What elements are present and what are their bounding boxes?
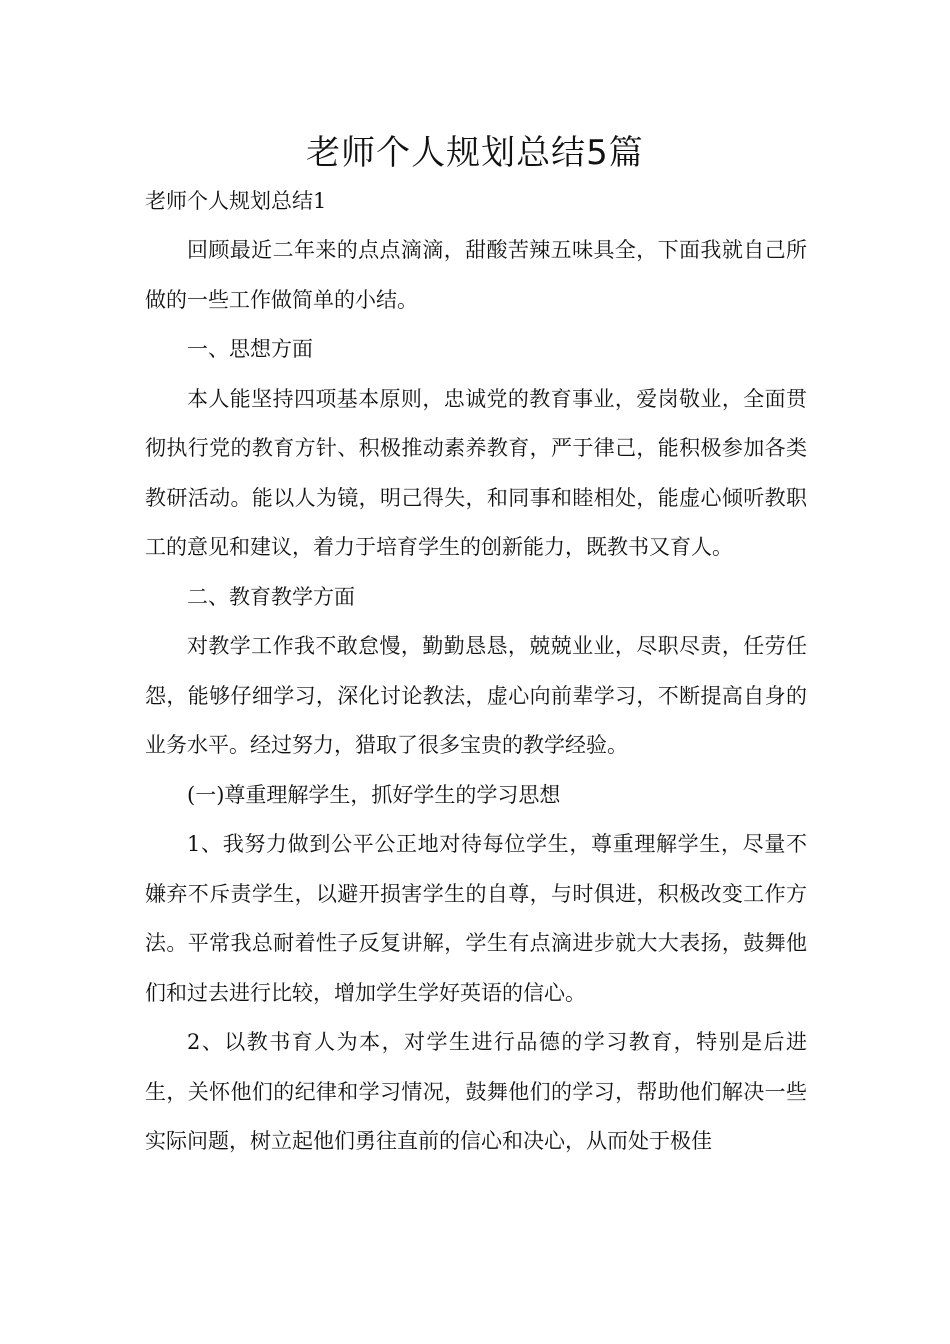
paragraph-item-1: 1、我努力做到公平公正地对待每位学生，尊重理解学生，尽量不嫌弃不斥责学生，以避开损害学生的自尊，与时俱进，积极改变工作方法。平常我总耐着性子反复讲解，学生有点滴进步就大大表扬，鼓舞他们和过去进行比较，增加学生学好英语的信心。 bbox=[145, 832, 807, 1005]
paragraph-item-2: 2、以教书育人为本，对学生进行品德的学习教育，特别是后进生，关怀他们的纪律和学习情况，鼓舞他们的学习，帮助他们解决一些实际问题，树立起他们勇往直前的信心和决心，从而处于极佳 bbox=[145, 1030, 807, 1153]
paragraph-teaching: 对教学工作我不敢怠慢，勤勤恳恳，兢兢业业，尽职尽责，任劳任怨，能够仔细学习，深化讨论教法，虚心向前辈学习，不断提高自身的业务水平。经过努力，猎取了很多宝贵的教学经验。 bbox=[145, 634, 807, 757]
paragraph-intro: 回顾最近二年来的点点滴滴，甜酸苦辣五味具全，下面我就自己所做的一些工作做简单的小结。 bbox=[145, 238, 807, 312]
document-title: 老师个人规划总结5篇 bbox=[306, 133, 644, 173]
subsection-heading-respect: (一)尊重理解学生，抓好学生的学习思想 bbox=[187, 782, 561, 807]
section-heading-thought: 一、思想方面 bbox=[187, 337, 313, 361]
document-subtitle: 老师个人规划总结1 bbox=[145, 189, 327, 213]
section-heading-teaching: 二、教育教学方面 bbox=[187, 584, 355, 609]
paragraph-thought: 本人能坚持四项基本原则，忠诚党的教育事业，爱岗敬业，全面贯彻执行党的教育方针、积极推动素养教育，严于律己，能积极参加各类教研活动。能以人为镜，明己得失，和同事和睦相处，能虚心倾听教职工的意见和建议，着力于培育学生的创新能力，既教书又育人。 bbox=[145, 386, 807, 559]
document-body bbox=[145, 226, 807, 1167]
